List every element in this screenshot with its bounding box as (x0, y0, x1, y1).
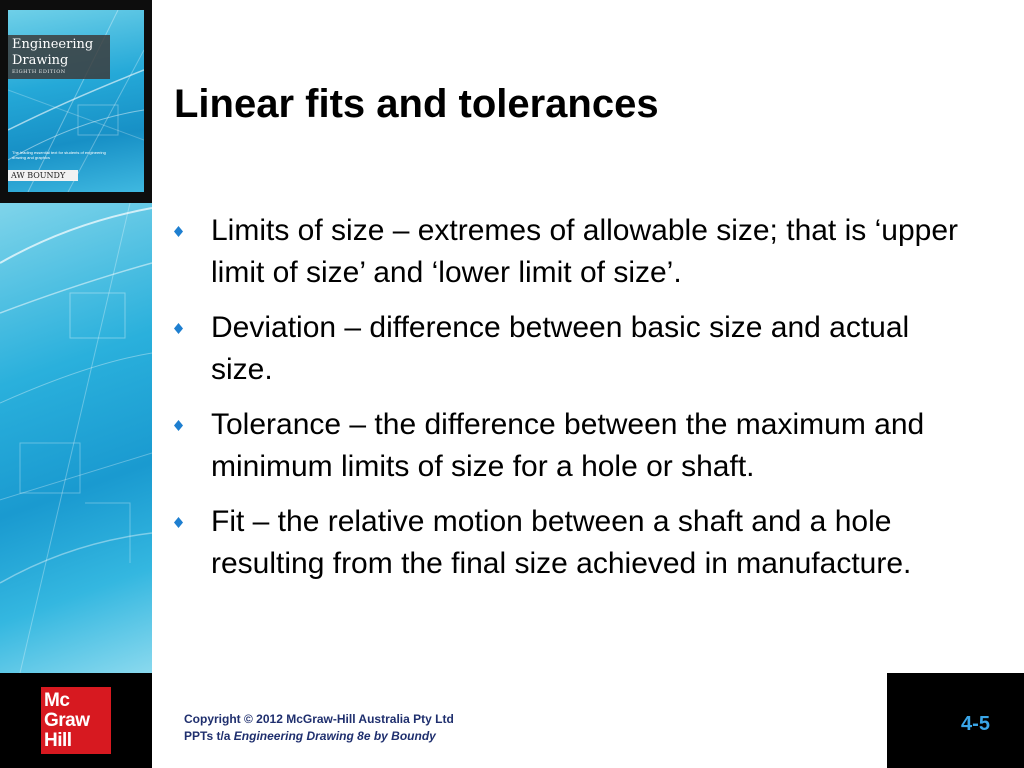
logo-text-hill: Hill (44, 729, 72, 751)
copyright-line2 (184, 728, 584, 745)
diamond-bullet-icon (174, 226, 183, 235)
left-blueprint-art (0, 203, 152, 673)
footer-slide-number-area (887, 673, 1024, 768)
bullet-text: Fit – the relative motion between a shaft and a hole resulting from the final size achieved in manufacture. (211, 505, 912, 580)
book-edition: EIGHTH EDITION (12, 69, 66, 75)
footer (0, 673, 1024, 768)
diamond-bullet-icon (174, 323, 183, 332)
book-blurb: The leading essential text for students of engineering drawing and graphics (12, 150, 106, 160)
mcgraw-hill-logo (41, 687, 111, 754)
copyright-notice (184, 711, 584, 745)
bullet-text: Tolerance – the difference between the maximum and minimum limits of size for a hole or shaft. (211, 408, 925, 483)
left-decorative-panel (0, 0, 152, 673)
logo-text-mc: Mc (44, 689, 70, 711)
logo-text-graw: Graw (44, 709, 90, 731)
bullet-item (174, 501, 974, 585)
footer-logo-area (0, 673, 152, 768)
book-cover-image (8, 10, 144, 192)
bullet-item (174, 307, 974, 391)
blueprint-lines-graphic (0, 203, 152, 673)
book-title-line2: Drawing (12, 53, 69, 68)
bullet-list (174, 210, 974, 598)
copyright-book-title: Engineering Drawing 8e by Boundy (233, 729, 436, 743)
bullet-text: Deviation – difference between basic size and actual size. (211, 311, 910, 386)
slide-number: 4-5 (961, 713, 990, 735)
bullet-text: Limits of size – extremes of allowable size; that is ‘upper limit of size’ and ‘lower limit of size’. (211, 214, 958, 289)
diamond-bullet-icon (174, 517, 183, 526)
copyright-prefix: PPTs t/a (184, 729, 234, 743)
bullet-item (174, 404, 974, 488)
book-author: AW BOUNDY (8, 170, 78, 181)
copyright-line1: Copyright © 2012 McGraw-Hill Australia Pty Ltd (184, 712, 454, 726)
book-title-line1: Engineering (12, 37, 94, 52)
book-title-block (8, 35, 110, 79)
diamond-bullet-icon (174, 420, 183, 429)
slide-title: Linear fits and tolerances (174, 82, 659, 126)
bullet-item (174, 210, 974, 294)
